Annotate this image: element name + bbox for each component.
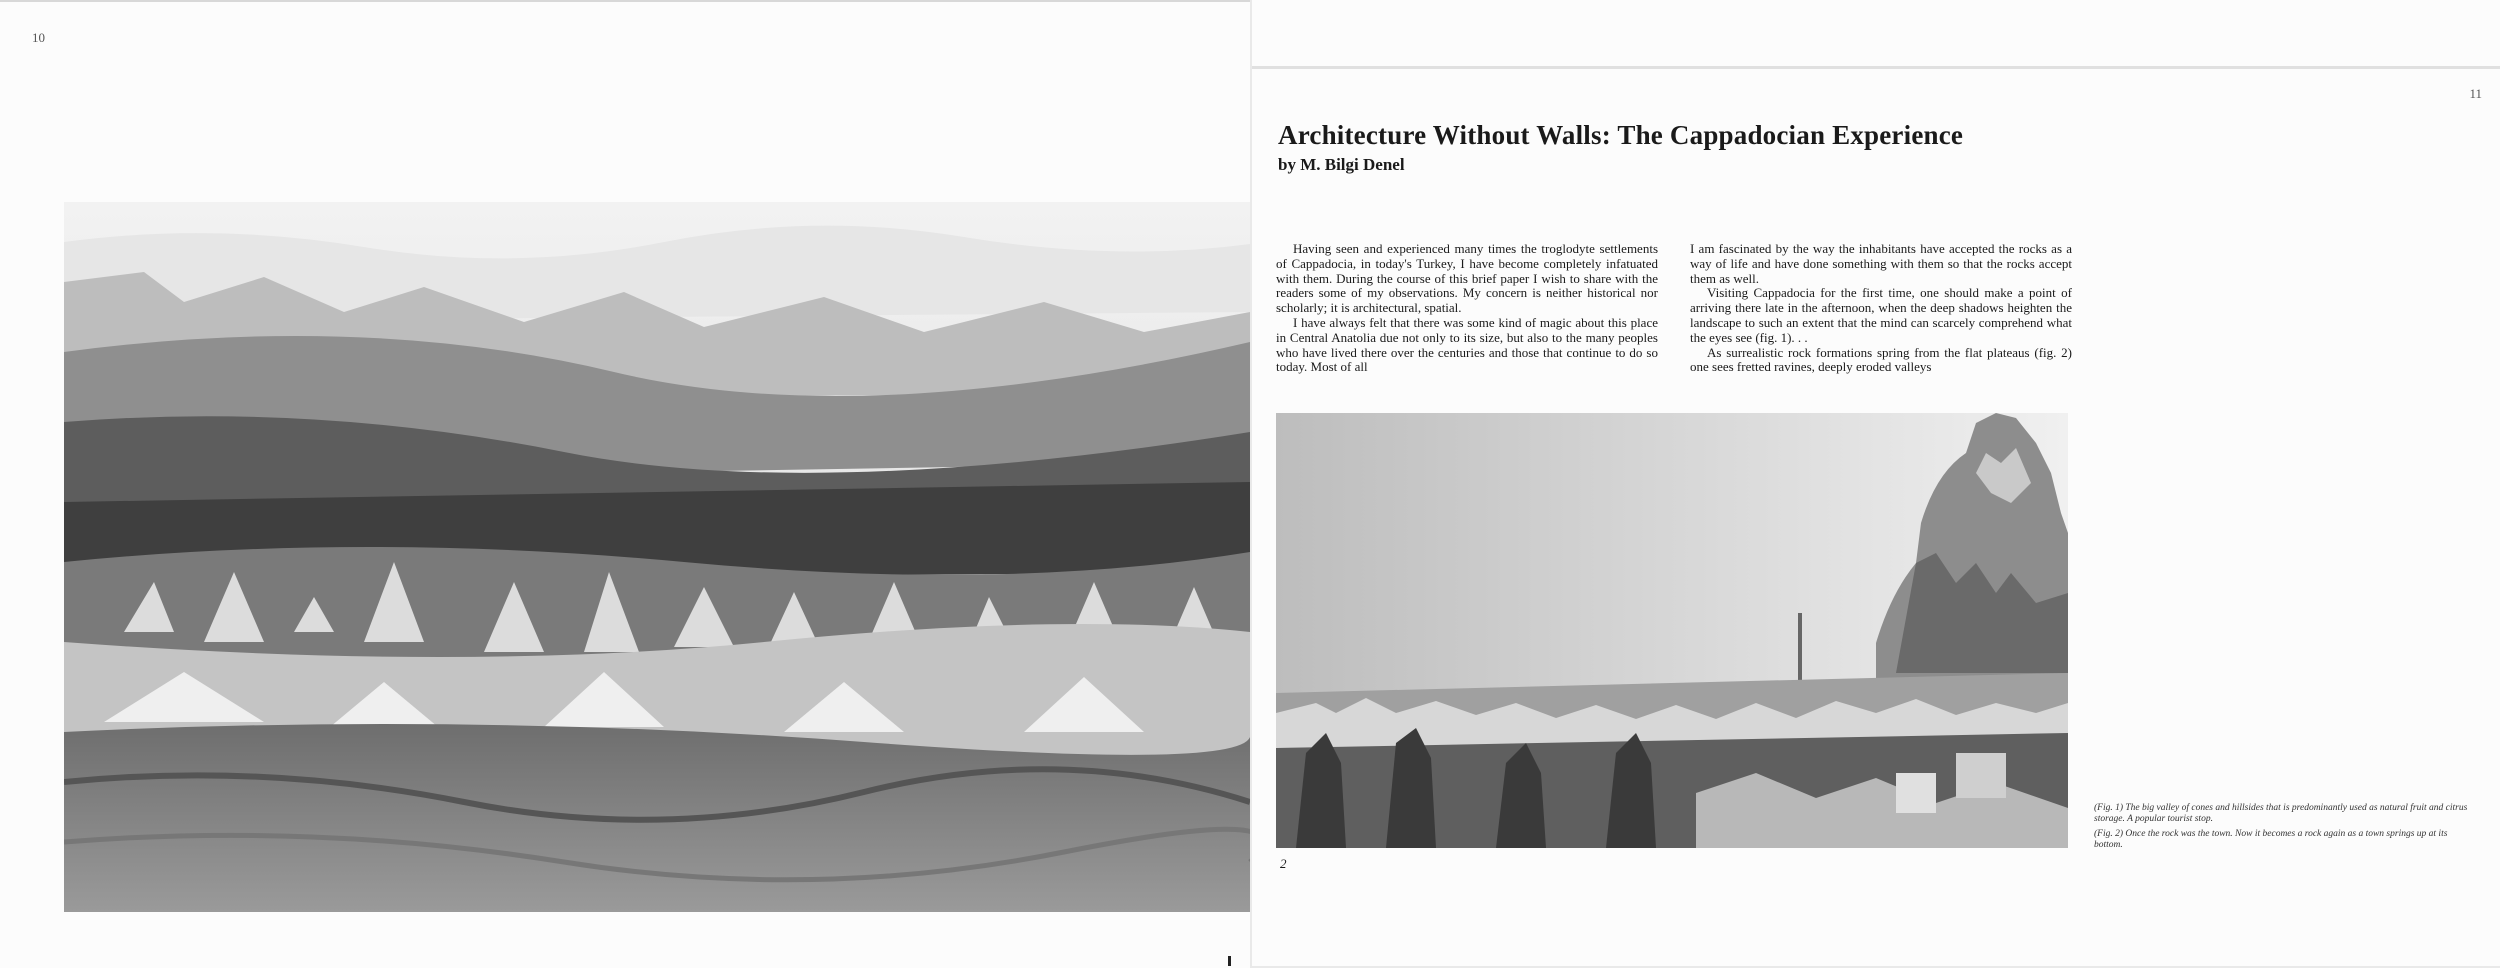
caption-fig1: (Fig. 1) The big valley of cones and hillsides that is predominantly used as natural fruit and citrus storage. A popular tourist stop. [2094, 803, 2468, 824]
gutter-mark [1228, 956, 1231, 966]
paragraph: Visiting Cappadocia for the first time, one should make a point of arriving there late in the afternoon, when the deep shadows heighten the landscape to such an extent that the mind can scarcely comprehend what the eyes see (fig. 1). . . [1690, 285, 2072, 345]
right-page [1252, 0, 2500, 966]
top-rule [1252, 66, 2500, 69]
paragraph: As surrealistic rock formations spring from the flat plateaus (fig. 2) one sees fretted ravines, deeply eroded valleys [1690, 344, 2072, 375]
article-byline: by M. Bilgi Denel [1278, 155, 1405, 174]
paragraph: I am fascinated by the way the inhabitants have accepted the rocks as a way of life and have done something with them so that the rocks accept them as well. [1690, 242, 2072, 286]
text-column-2 [1690, 242, 2072, 394]
text-column-1 [1276, 242, 1658, 394]
caption-fig2: (Fig. 2) Once the rock was the town. Now it becomes a rock again as a town springs up at its bottom. [2094, 829, 2448, 850]
landscape-photo-icon [64, 202, 1250, 912]
cappadocia-valley-photo [64, 202, 1250, 912]
paragraph: I have always felt that there was some kind of magic about this place in Central Anatolia due not only to its size, but also to the many peoples who have lived there over the centuries and those that continue to do so today. Most of all [1276, 314, 1658, 375]
paragraph: Having seen and experienced many times the troglodyte settlements of Cappadocia, in today's Turkey, I have become completely infatuated with them. During the course of this brief paper I wish to share with the readers some of my observations. My concern is neither historical nor scholarly; it is architectural, spatial. [1276, 242, 1658, 316]
figure-captions [2094, 803, 2474, 855]
rock-town-photo [1276, 413, 2068, 848]
page-number-right: 11 [2469, 86, 2482, 101]
page-number-left: 10 [32, 30, 45, 45]
town-photo-icon [1276, 413, 2068, 848]
article-title: Architecture Without Walls: The Cappadocian Experience [1278, 120, 1964, 150]
figure-number: 2 [1280, 856, 1287, 871]
